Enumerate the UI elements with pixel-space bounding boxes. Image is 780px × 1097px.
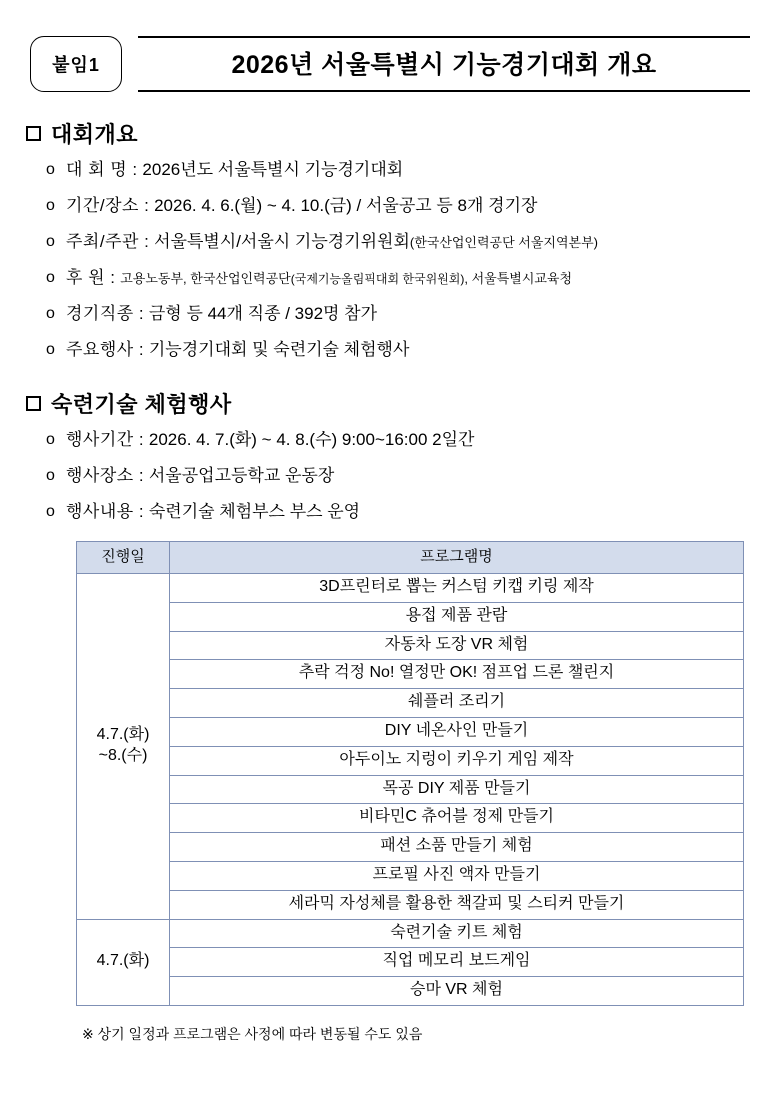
- list-item-label: 기간/장소 :: [66, 195, 150, 215]
- list-item-label: 행사내용 :: [66, 501, 145, 521]
- attachment-label: 붙임1: [30, 36, 122, 92]
- section-title-overview: 대회개요: [51, 122, 139, 147]
- table-cell-program: 프로필 사진 액자 만들기: [170, 861, 744, 890]
- bullet-mark: o: [46, 502, 55, 520]
- list-item: [24, 159, 756, 182]
- list-item: [24, 231, 756, 254]
- footnote: ※ 상기 일정과 프로그램은 사정에 따라 변동될 수도 있음: [82, 1025, 423, 1042]
- list-item-text: [66, 267, 572, 290]
- bullet-mark: o: [46, 430, 55, 448]
- table-row: [77, 775, 744, 804]
- table-cell-program: 아두이노 지렁이 키우기 게임 제작: [170, 746, 744, 775]
- list-item-value: 2026. 4. 7.(화) ~ 4. 8.(수) 9:00~16:00 2일간: [148, 429, 475, 449]
- table-row: [77, 890, 744, 919]
- table-row: [77, 833, 744, 862]
- list-item: [24, 339, 756, 362]
- table-cell-program: 3D프린터로 뽑는 커스텀 키캡 키링 제작: [170, 573, 744, 602]
- table-cell-program: 자동차 도장 VR 체험: [170, 631, 744, 660]
- list-item-text: [66, 339, 409, 362]
- table-row: [77, 804, 744, 833]
- table-row: [77, 861, 744, 890]
- table-cell-program: 용접 제품 관람: [170, 602, 744, 631]
- list-item-label: 대 회 명 :: [66, 160, 138, 179]
- table-cell-program: 쉐플러 조리기: [170, 689, 744, 718]
- table-row: [77, 660, 744, 689]
- column-header-date: 진행일: [77, 542, 170, 574]
- list-item-value: 고용노동부, 한국산업인력공단: [120, 270, 291, 286]
- bullet-mark: o: [46, 232, 55, 250]
- table-header-row: [77, 542, 744, 574]
- list-item-text: [66, 303, 377, 326]
- section-title-experience: 숙련기술 체험행사: [51, 391, 232, 417]
- table-row: [77, 717, 744, 746]
- table-cell-program: 숙련기술 키트 체험: [170, 919, 744, 948]
- list-item: [24, 267, 756, 290]
- list-item: [24, 465, 756, 488]
- list-item-value: 서울공업고등학교 운동장: [148, 465, 335, 485]
- table-row: [77, 919, 744, 948]
- list-item-label: 주요행사 :: [66, 339, 145, 359]
- table-cell-date: 4.7.(화): [77, 919, 170, 1005]
- list-item-label: 경기직종 :: [66, 303, 145, 323]
- table-cell-program: 세라믹 자성체를 활용한 책갈피 및 스티커 만들기: [170, 890, 744, 919]
- list-item-text: [66, 465, 334, 488]
- bullet-mark: o: [46, 268, 55, 286]
- bullet-mark: o: [46, 466, 55, 484]
- list-item-value: 서울특별시/서울시 기능경기위원회: [154, 231, 410, 251]
- list-item-text: [66, 195, 537, 218]
- list-item-value: 기능경기대회 및 숙련기술 체험행사: [148, 339, 410, 359]
- table-cell-program: 목공 DIY 제품 만들기: [170, 775, 744, 804]
- table-row: [77, 573, 744, 602]
- square-bullet-icon: [26, 126, 41, 141]
- bullet-mark: o: [46, 161, 55, 178]
- list-item: [24, 501, 756, 524]
- table-cell-date: [77, 573, 170, 919]
- column-header-program: 프로그램명: [170, 542, 744, 574]
- table-row: [77, 948, 744, 977]
- bullet-mark: o: [46, 196, 55, 214]
- bullet-mark: o: [46, 340, 55, 358]
- list-item-text: [66, 501, 360, 524]
- bullet-mark: o: [46, 304, 55, 322]
- list-item-label: 행사장소 :: [66, 465, 145, 485]
- list-item-text: [66, 159, 403, 182]
- list-item-value: 금형 등 44개 직종 / 392명 참가: [148, 303, 378, 323]
- list-item-label: 후 원 :: [66, 267, 116, 287]
- table-cell-program: 추락 걱정 No! 열정만 OK! 점프업 드론 챌린지: [170, 660, 744, 689]
- table-cell-program: 승마 VR 체험: [170, 977, 744, 1006]
- list-item-value: 2026. 4. 6.(월) ~ 4. 10.(금) / 서울공고 등 8개 경기장: [154, 195, 538, 215]
- table-row: [77, 977, 744, 1006]
- list-item-value: 숙련기술 체험부스 부스 운영: [148, 501, 361, 521]
- page-title-text: 2026년 서울특별시 기능경기대회 개요: [231, 51, 657, 79]
- table-cell-program: 비타민C 츄어블 정제 만들기: [170, 804, 744, 833]
- table-cell-program: 패션 소품 만들기 체험: [170, 833, 744, 862]
- table-row: [77, 631, 744, 660]
- document-title-row: [30, 36, 750, 92]
- table-cell-program: 직업 메모리 보드게임: [170, 948, 744, 977]
- section-heading-overview: [26, 118, 756, 149]
- date-line-2: ~8.(수): [98, 746, 148, 764]
- page-title: [138, 36, 750, 92]
- section-heading-experience: [26, 388, 756, 419]
- date-line-1: 4.7.(화): [96, 725, 150, 743]
- list-item: [24, 303, 756, 326]
- list-item-value: 2026년도 서울특별시 기능경기대회: [142, 160, 404, 179]
- list-item: [24, 429, 756, 452]
- program-table: [76, 541, 744, 1005]
- table-row: [77, 602, 744, 631]
- list-item-note: (국제기능올림픽대회 한국위원회): [290, 271, 465, 286]
- square-bullet-icon: [26, 396, 41, 411]
- list-item-note: (한국산업인력공단 서울지역본부): [409, 234, 598, 250]
- list-item-tail: , 서울특별시교육청: [464, 270, 573, 286]
- list-item-text: [66, 231, 598, 254]
- list-item-label: 행사기간 :: [66, 429, 145, 449]
- program-table-wrap: [76, 541, 744, 1005]
- table-cell-program: DIY 네온사인 만들기: [170, 717, 744, 746]
- list-item-text: [66, 429, 474, 452]
- table-row: [77, 689, 744, 718]
- list-item-label: 주최/주관 :: [66, 231, 150, 251]
- list-item: [24, 195, 756, 218]
- table-row: [77, 746, 744, 775]
